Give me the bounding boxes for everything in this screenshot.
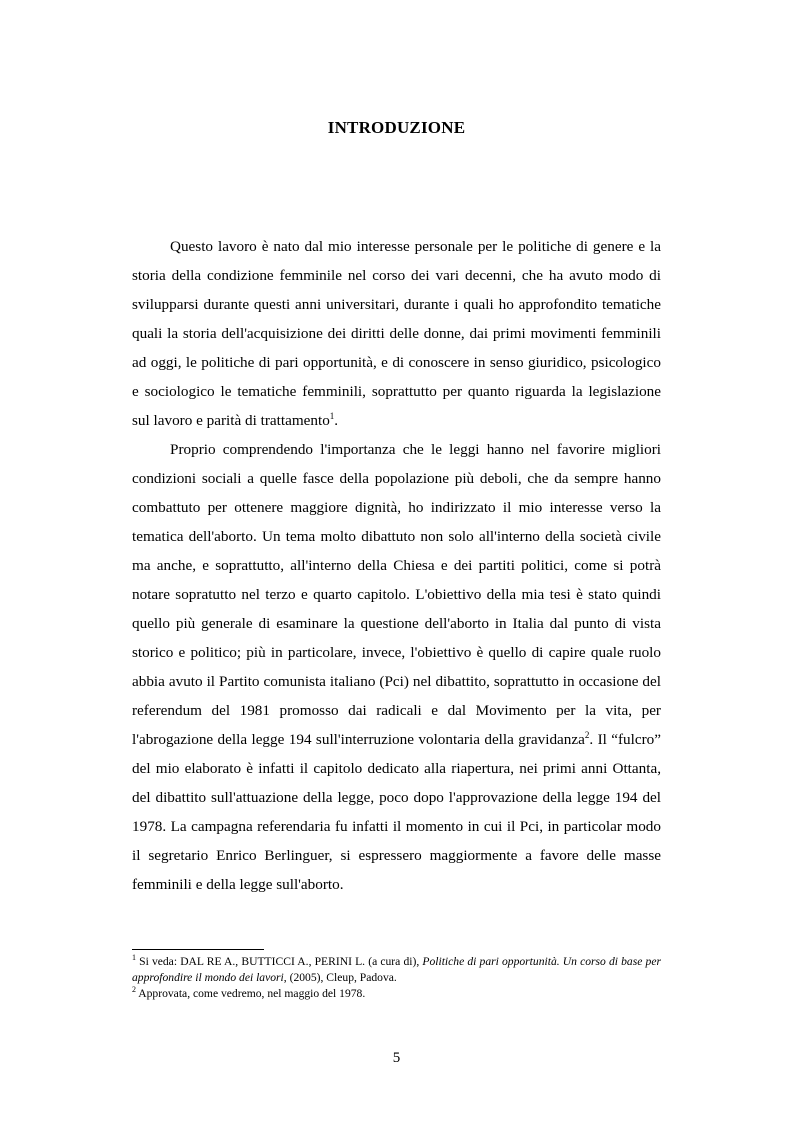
paragraph-1-text: Questo lavoro è nato dal mio interesse personale per le politiche di genere e la storia della condizione femminile nel corso dei vari decenni, che ha avuto modo di svilupparsi durante questi anni universitari, durante i quali ho approfondito tematiche quali la storia dell'acquisizione dei diritti delle donne, dai primi movimenti femminili ad oggi, le politiche di pari opportunità, e di conoscere in senso giuridico, psicologico e sociologico le tematiche femminili, soprattutto per quanto riguarda la legislazione sul lavoro e parità di trattamento (132, 238, 661, 429)
paragraph-2-text-after: . Il “fulcro” del mio elaborato è infatti il capitolo dedicato alla riapertura, nei primi anni Ottanta, del dibattito sull'attuazione della legge, poco dopo l'approvazione della legge 194 del 1978. La campagna referendaria fu infatti il momento in cui il Pci, in particolar modo il segretario Enrico Berlinguer, si espressero maggiormente a favore delle masse femminili e della legge sull'aborto. (132, 731, 662, 893)
footnote-1 (132, 954, 661, 986)
paragraph-1 (132, 232, 661, 435)
footnote-ref-1[interactable]: 1 (329, 410, 335, 421)
page-title: INTRODUZIONE (327, 118, 466, 137)
footnote-1-prefix: Si veda: DAL RE A., BUTTICCI A., PERINI L. (a cura di), (136, 955, 423, 968)
footnote-1-suffix: , (2005), Cleup, Padova. (283, 971, 397, 984)
footnote-2-number: 2 (132, 985, 136, 995)
page-number: 5 (392, 1050, 401, 1066)
footnote-2-text: Approvata, come vedremo, nel maggio del 1978. (136, 987, 366, 1000)
footnote-separator (132, 949, 264, 950)
footnote-2 (132, 986, 661, 1002)
footnote-1-title: Politiche di pari opportunità. Un corso di base per approfondire il mondo dei lavori (132, 955, 661, 984)
paragraph-2 (132, 435, 661, 899)
footnote-1-number: 1 (132, 953, 136, 963)
footnotes (132, 954, 661, 1002)
body-text (132, 232, 661, 899)
paragraph-2-text-before: Proprio comprendendo l'importanza che le leggi hanno nel favorire migliori condizioni sociali a quelle fasce della popolazione più deboli, che da sempre hanno combattuto per ottenere maggiore dignità, ho indirizzato il mio interesse verso la tematica dell'aborto. Un tema molto dibattuto non solo all'interno della società civile ma anche, e soprattutto, all'interno della Chiesa e dei partiti politici, come si potrà notare sopratutto nel terzo e quarto capitolo. L'obiettivo della mia tesi è stato quindi quello più generale di esaminare la questione dell'aborto in Italia dal punto di vista storico e politico; più in particolare, invece, l'obiettivo è quello di capire quale ruolo abbia avuto il Partito comunista italiano (Pci) nel dibattito, soprattutto in occasione del referendum del 1981 promosso dai radicali e dal Movimento per la vita, per l'abrogazione della legge 194 sull'interruzione volontaria della gravidanza (132, 441, 661, 748)
paragraph-1-end: . (334, 412, 339, 429)
footnote-ref-2[interactable]: 2 (584, 729, 590, 740)
